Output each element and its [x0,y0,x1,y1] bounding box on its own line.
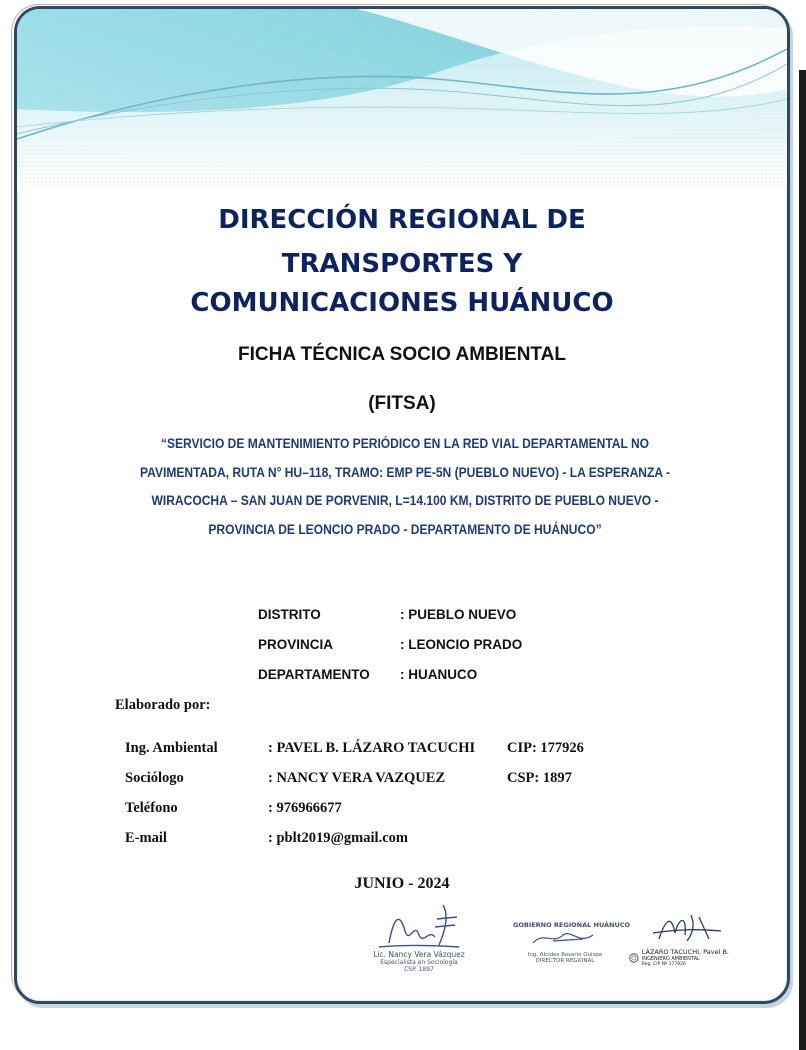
handwritten-signature-icon [513,929,617,947]
email-value: : pblt2019@gmail.com [268,830,408,846]
staff-name: : PAVEL B. LÁZARO TACUCHI [268,740,476,756]
location-value: : HUANUCO [400,667,478,682]
staff-name: : NANCY VERA VAZQUEZ [268,770,446,786]
project-line: WIRACOCHA – SAN JUAN DE PORVENIR, L=14.100 KM, DISTRITO DE PUEBLO NUEVO - [151,493,659,508]
signature-environmental-engineer [629,911,729,971]
handwritten-signature-icon [629,911,729,943]
prepared-by-label: Elaborado por: [115,697,211,713]
location-row-department [258,667,477,682]
title-line-1: DIRECCIÓN REGIONAL DE [218,205,586,235]
phone-value: : 976966677 [268,800,342,816]
stamp-line: DIRECTOR REGIONAL [535,958,595,964]
contact-label: E-mail [125,830,167,846]
project-line: “SERVICIO DE MANTENIMIENTO PERIÓDICO EN LA RED VIAL DEPARTAMENTAL NO [160,436,650,451]
project-line: PAVIMENTADA, RUTA N° HU–118, TRAMO: EMP PE-5N (PUEBLO NUEVO) - LA ESPERANZA - [139,464,670,480]
handwritten-signature-icon [359,901,479,951]
signature-line: INGENIERO AMBIENTAL [641,956,700,962]
location-value: : PUEBLO NUEVO [400,607,517,622]
staff-role: Ing. Ambiental [125,740,218,756]
location-row-district [258,607,516,622]
contact-label: Teléfono [125,800,178,816]
location-label: DISTRITO [258,607,321,622]
location-value: : LEONCIO PRADO [400,637,523,652]
location-row-province [258,637,522,652]
title-line-2: TRANSPORTES Y [281,249,523,279]
document-date: JUNIO - 2024 [354,875,450,892]
signature-sociologist [359,901,479,981]
signature-line: Reg. CIP Nº 177926 [641,962,686,967]
signature-regional-director-stamp [513,921,631,971]
stamp-line: GOBIERNO REGIONAL HUÁNUCO [513,921,631,929]
seal-icon [629,951,639,965]
title-line-3: COMUNICACIONES HUÁNUCO [190,288,614,318]
staff-role: Sociólogo [125,770,184,786]
stamp-line: Ing. Alcides Rosario Quispe [527,952,603,958]
location-label: PROVINCIA [258,637,334,652]
signature-line: CSP. 1897 [404,966,434,973]
document-acronym: (FITSA) [368,393,436,414]
location-label: DEPARTAMENTO [258,667,370,682]
document-subtitle: FICHA TÉCNICA SOCIO AMBIENTAL [238,344,566,365]
project-description [106,430,704,544]
staff-registration: CSP: 1897 [507,770,572,786]
project-line: PROVINCIA DE LEONCIO PRADO - DEPARTAMENTO DE HUÁNUCO” [208,521,602,537]
cover-page [14,6,790,1004]
header-wave-decoration [17,9,787,189]
signature-line: LÁZARO TACUCHI, Pavel B. [641,948,729,956]
signature-line: Especialista en Sociología [380,959,458,966]
staff-registration: CIP: 177926 [507,740,584,756]
page-edge-shadow [799,70,806,1050]
signature-line: Lic. Nancy Vera Vázquez [373,950,465,959]
